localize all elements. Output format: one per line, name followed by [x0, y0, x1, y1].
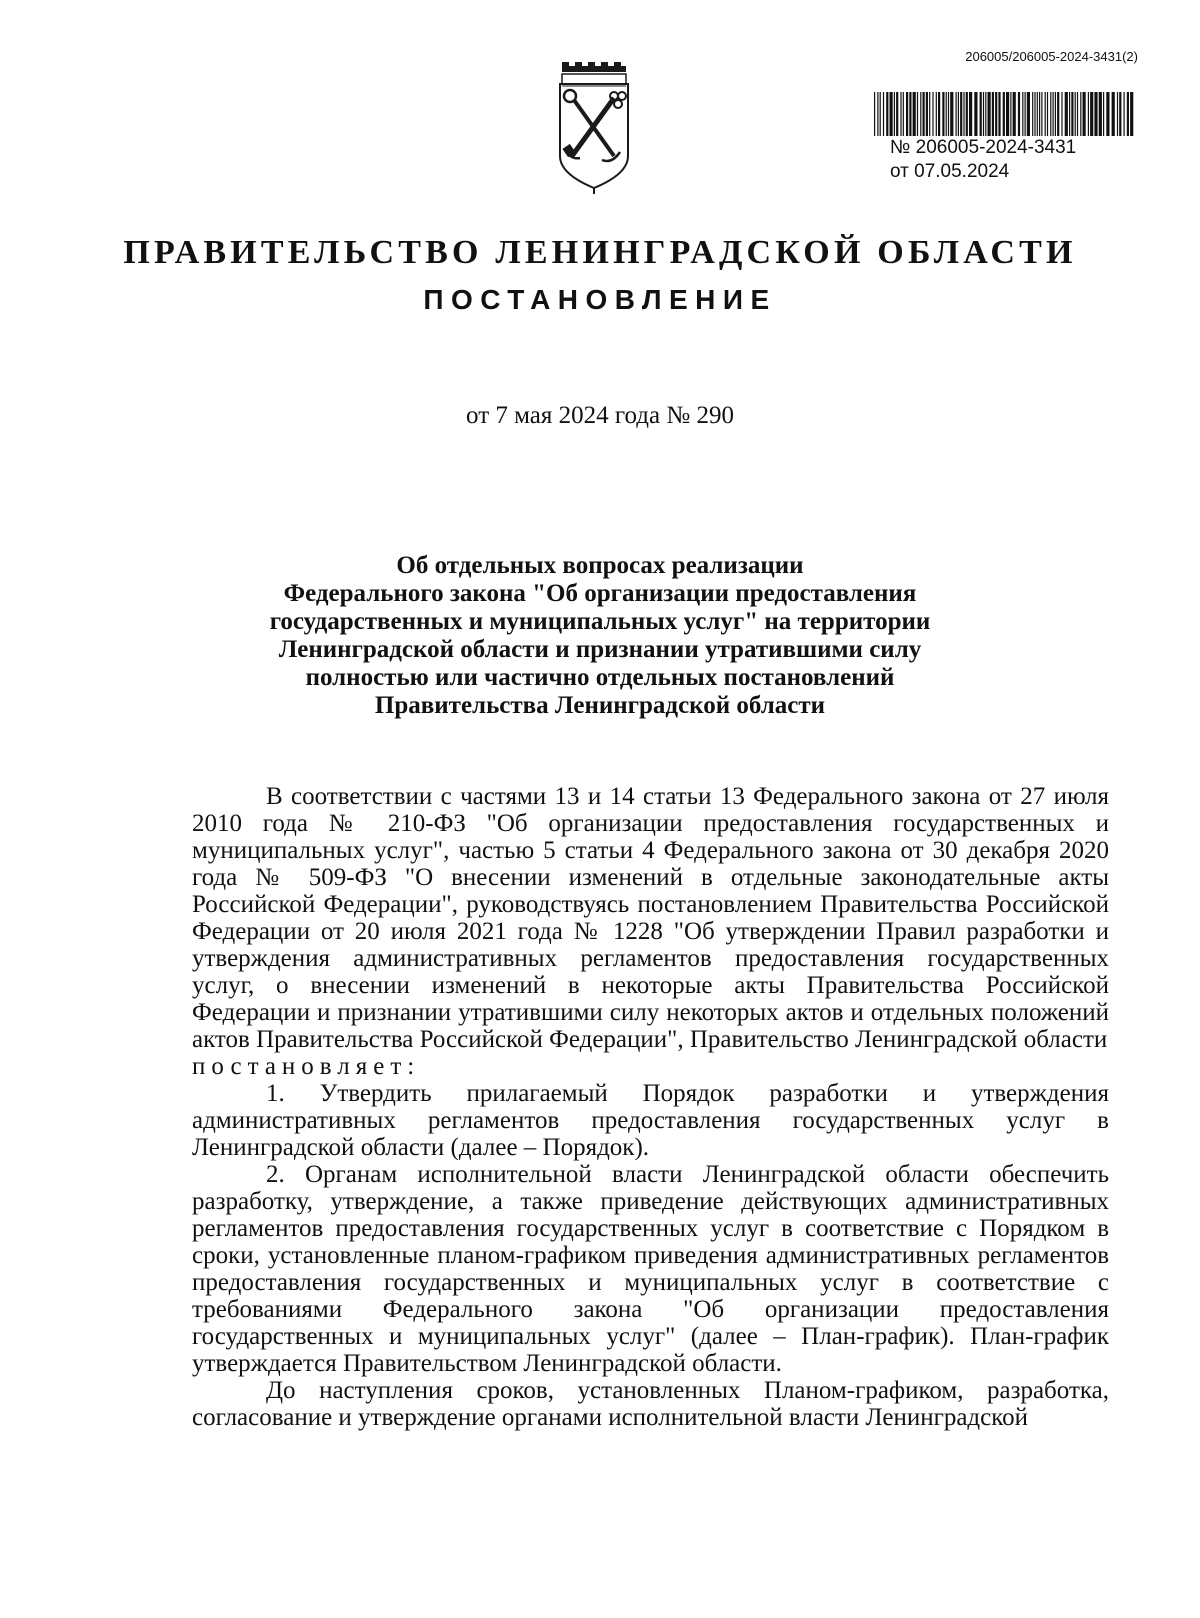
barcode-bar [995, 92, 997, 136]
barcode-bar [983, 92, 984, 136]
barcode-bar [946, 92, 947, 136]
registration-date: от 07.05.2024 [890, 161, 1010, 182]
barcode-bar [923, 92, 925, 136]
barcode-bar [1013, 92, 1016, 136]
barcode-bar [917, 92, 918, 136]
barcode-bar [883, 92, 884, 136]
barcode-bar [1053, 92, 1054, 136]
barcode-bar [1041, 92, 1042, 136]
barcode-bar [900, 92, 901, 136]
barcode-bar [956, 92, 957, 136]
barcode-bar [974, 92, 977, 136]
barcode-bar [1010, 92, 1011, 136]
barcode-bar [1071, 92, 1073, 136]
barcode-bar [1117, 92, 1118, 136]
government-title: ПРАВИТЕЛЬСТВО ЛЕНИНГРАДСКОЙ ОБЛАСТИ [123, 234, 1077, 271]
barcode-bar [1099, 92, 1102, 136]
barcode-bar [1103, 92, 1104, 136]
barcode-bar [1090, 92, 1093, 136]
barcode-bar [890, 92, 893, 136]
barcode-bar [938, 92, 940, 136]
barcode-bar [1057, 92, 1059, 136]
barcode-bar [913, 92, 916, 136]
barcode-bar [936, 92, 937, 136]
barcode-bar [920, 92, 921, 136]
barcode-bar [1022, 92, 1023, 136]
barcode-bar [950, 92, 953, 136]
barcode-bar [1106, 92, 1109, 136]
barcode-bar [980, 92, 982, 136]
barcode-bar [1124, 92, 1125, 136]
barcode-bar [1083, 92, 1086, 136]
barcode-bar [988, 92, 991, 136]
coat-of-arms-icon [556, 60, 632, 194]
barcode-bar [1130, 92, 1133, 136]
barcode-bar [1119, 92, 1121, 136]
barcode-bar [906, 92, 908, 136]
barcode-bar [942, 92, 944, 136]
decree-body [192, 783, 1109, 1431]
item-1-paragraph: 1. Утвердить прилагаемый Порядок разработки и утверждения административных регламентов предоставления государственных услуг в Ленинградской области (далее – Порядок). [192, 1080, 1109, 1161]
barcode-bar [1050, 92, 1051, 136]
barcode-bar [1047, 92, 1048, 136]
barcode-bar [909, 92, 911, 136]
registration-block [874, 92, 1140, 184]
barcode-bar [1088, 92, 1089, 136]
barcode-bar [877, 92, 878, 136]
barcode-bar [1006, 92, 1009, 136]
item-2-continuation-paragraph: До наступления сроков, установленных Планом-графиком, разработка, согласование и утверждение органами исполнительной власти Ленинградской [192, 1377, 1109, 1431]
barcode-bar [929, 92, 930, 136]
decree-date-number: от 7 мая 2024 года № 290 [466, 402, 734, 429]
resolves-word: постановляет: [192, 1053, 421, 1080]
barcode-bar [1039, 92, 1040, 136]
barcode-bar [1094, 92, 1097, 136]
document-reference: 206005/206005-2024-3431(2) [965, 49, 1138, 64]
barcode-bar [903, 92, 904, 136]
barcode-bar [1037, 92, 1038, 136]
barcode-bar [1018, 92, 1020, 136]
decree-subject [0, 552, 1200, 720]
barcode-bar [1069, 92, 1070, 136]
subject-line: государственных и муниципальных услуг" на территории [269, 608, 931, 635]
preamble-paragraph: В соответствии с частями 13 и 14 статьи 13 Федерального закона от 27 июля 2010 года № 210-ФЗ "Об организации предоставления государственных и муниципальных услуг", частью 5 статьи 4 Федерального закона от 30 декабря 2020 года № 509-ФЗ "О внесении изменений в отдельные законодательные акты Российской Федерации", руководствуясь постановлением Правительства Российской Федерации от 20 июля 2021 года № 1228 "Об утверждении Правил разработки и утверждения административных регламентов предоставления государственных услуг, о внесении изменений в некоторые акты Правительства Российской Федерации и признании утратившими силу некоторых актов и отдельных положений актов Правительства Российской Федерации", Правительство Ленинградской области [192, 783, 1109, 1053]
subject-line: Федерального закона "Об организации предоставления [283, 580, 917, 607]
barcode-bar [926, 92, 928, 136]
barcode-bar [1061, 92, 1062, 136]
item-2-paragraph: 2. Органам исполнительной власти Ленинградской области обеспечить разработку, утверждение, а также приведение действующих административных регламентов предоставления государственных услуг в соответствие с Порядком в сроки, установленные планом-графиком приведения административных регламентов предоставления государственных и муниципальных услуг в соответствие с требованиями Федерального закона "Об организации предоставления государственных и муниципальных услуг" (далее – План-график). План-график утверждается Правительством Ленинградской области. [192, 1161, 1109, 1377]
barcode-bar [874, 92, 875, 136]
barcode-bar [894, 92, 895, 136]
barcode-bar [985, 92, 986, 136]
barcode-bar [932, 92, 933, 136]
barcode-bar [1080, 92, 1081, 136]
barcode-bar [886, 92, 888, 136]
barcode-bar [1055, 92, 1056, 136]
subject-line: Правительства Ленинградской области [374, 692, 826, 719]
registration-number: № 206005-2024-3431 [890, 137, 1077, 158]
barcode-bar [880, 92, 881, 136]
barcode-bar [1045, 92, 1046, 136]
barcode-bar [963, 92, 964, 136]
subject-line: Ленинградской области и признании утратившими силу [278, 636, 922, 663]
barcode-bar [1075, 92, 1076, 136]
barcode-bar [1112, 92, 1115, 136]
barcode-icon [874, 92, 1136, 136]
barcode-bar [960, 92, 962, 136]
barcode-bar [1032, 92, 1033, 136]
barcode-bar [966, 92, 968, 136]
decree-type: ПОСТАНОВЛЕНИЕ [423, 284, 777, 315]
barcode-bar [992, 92, 994, 136]
barcode-bar [969, 92, 972, 136]
barcode-bar [948, 92, 949, 136]
barcode-bar [1127, 92, 1129, 136]
barcode-bar [1034, 92, 1035, 136]
subject-line: полностью или частично отдельных постановлений [305, 664, 895, 691]
barcode-bar [1065, 92, 1068, 136]
barcode-bar [1027, 92, 1030, 136]
barcode-bar [998, 92, 1000, 136]
barcode-bar [1077, 92, 1078, 136]
barcode-bar [1003, 92, 1005, 136]
barcode-bar [896, 92, 898, 136]
barcode-bar [958, 92, 959, 136]
barcode-bar [1025, 92, 1026, 136]
subject-line: Об отдельных вопросах реализации [396, 552, 804, 579]
